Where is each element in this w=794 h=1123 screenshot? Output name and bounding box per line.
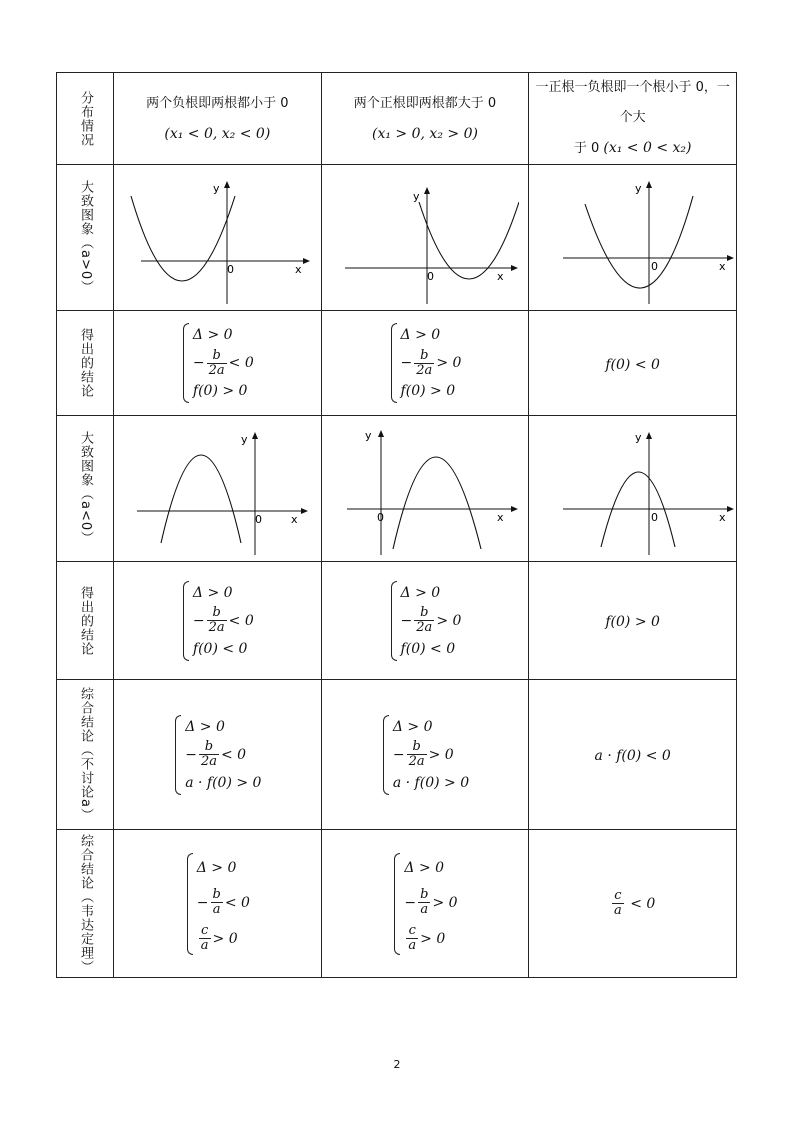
vieta-cell xyxy=(321,830,529,978)
relation: > 0 xyxy=(436,355,462,371)
numerator: b xyxy=(212,887,221,902)
origin-label: 0 xyxy=(376,510,384,524)
y-axis-label: y xyxy=(635,430,642,444)
header-text-2 xyxy=(529,133,736,164)
parabola-curve xyxy=(161,455,241,543)
graph-downward-parabola-opposite-roots xyxy=(529,417,759,557)
denominator: a xyxy=(420,902,429,917)
parabola-curve xyxy=(585,196,693,288)
vieta-cell xyxy=(529,830,737,978)
roots-distribution-table xyxy=(56,72,737,978)
row-label-combined: 综合结论（不讨论a） xyxy=(78,687,93,822)
denominator: 2a xyxy=(416,362,433,378)
row-label-vieta: 综合结论（韦达定理） xyxy=(78,833,93,974)
combined-row xyxy=(57,680,737,830)
fraction-b-over-2a xyxy=(207,606,227,635)
origin-label: 0 xyxy=(255,512,263,526)
fraction-c-over-a xyxy=(406,924,418,953)
minus-sign: − xyxy=(400,612,413,629)
y-axis-label: y xyxy=(241,432,248,446)
row-label-cell xyxy=(57,562,114,680)
fraction-b-over-2a xyxy=(414,606,434,635)
condition-af0: a · f(0) > 0 xyxy=(185,774,262,791)
inequality-system xyxy=(173,713,261,797)
header-math: (x₁ < 0, x₂ < 0) xyxy=(164,125,271,142)
condition-delta: Δ > 0 xyxy=(192,584,233,601)
row-label-cell xyxy=(57,165,114,311)
graph-cell xyxy=(529,416,737,562)
page-number: 2 xyxy=(393,1058,401,1071)
denominator: 2a xyxy=(408,754,425,769)
condition-delta: Δ > 0 xyxy=(192,327,233,343)
inequality-system xyxy=(392,851,457,957)
origin-label: 0 xyxy=(651,259,659,273)
condition-f0: f(0) > 0 xyxy=(192,383,248,399)
inequality-system xyxy=(181,579,254,663)
graph-row-a-negative xyxy=(57,416,737,562)
condition-delta: Δ > 0 xyxy=(196,859,237,876)
inequality-system xyxy=(381,713,469,797)
x-axis-label: x xyxy=(496,269,504,283)
inequality-system xyxy=(181,321,254,405)
numerator: c xyxy=(200,923,209,938)
conclusion-row-a-negative xyxy=(57,562,737,680)
x-axis-label: x xyxy=(719,259,726,273)
fraction-c-over-a xyxy=(199,924,211,953)
relation: > 0 xyxy=(428,746,454,763)
condition-delta: Δ > 0 xyxy=(185,718,225,735)
denominator: a xyxy=(408,938,417,953)
header-text-cont: 于 0 xyxy=(573,141,600,156)
relation: > 0 xyxy=(420,930,446,947)
vieta-row xyxy=(57,830,737,978)
condition-product xyxy=(197,921,250,957)
row-label-cell xyxy=(57,416,114,562)
header-cell-two-negative xyxy=(114,73,322,165)
parabola-curve xyxy=(393,457,481,549)
minus-sign: − xyxy=(185,746,197,763)
numerator: b xyxy=(420,605,429,620)
graph-downward-parabola-two-negative-roots xyxy=(123,417,311,557)
relation: > 0 xyxy=(436,612,462,629)
fraction-b-over-a xyxy=(418,888,430,917)
conclusion-row-a-positive xyxy=(57,311,737,416)
row-label-conclusion: 得出的结论 xyxy=(78,328,93,398)
parabola-curve xyxy=(131,196,235,281)
condition-vertex xyxy=(193,607,254,635)
numerator: c xyxy=(614,888,622,903)
condition-delta: Δ > 0 xyxy=(400,327,441,343)
condition-f0: f(0) < 0 xyxy=(605,356,660,373)
condition-af0: a · f(0) < 0 xyxy=(594,748,671,764)
relation: < 0 xyxy=(228,612,254,629)
condition-product xyxy=(404,921,457,957)
condition-vertex xyxy=(193,349,254,377)
row-label-cell xyxy=(57,311,114,416)
graph-cell xyxy=(529,165,737,311)
denominator: 2a xyxy=(200,754,217,769)
condition-f0: f(0) > 0 xyxy=(400,383,456,399)
inequality-system xyxy=(185,851,250,957)
denominator: 2a xyxy=(416,620,433,635)
combined-cell xyxy=(321,680,529,830)
conclusion-cell xyxy=(529,562,737,680)
minus-sign: − xyxy=(196,894,209,911)
condition-vertex xyxy=(401,607,462,635)
inequality-system xyxy=(389,579,462,663)
condition-vertex xyxy=(185,741,261,769)
graph-cell xyxy=(321,416,529,562)
header-math: (x₁ < 0 < x₂) xyxy=(603,140,692,156)
condition-delta: Δ > 0 xyxy=(392,718,433,735)
condition-af0: a · f(0) > 0 xyxy=(392,774,470,791)
y-axis-label: y xyxy=(635,181,642,195)
graph-row-a-positive xyxy=(57,165,737,311)
header-cell-two-positive xyxy=(321,73,529,165)
row-label-graph-a-pos: 大致图象（a>0） xyxy=(78,180,93,295)
conclusion-cell xyxy=(114,311,322,416)
origin-label: 0 xyxy=(227,262,235,276)
numerator: b xyxy=(420,347,429,363)
minus-sign: − xyxy=(192,612,205,629)
condition-sum xyxy=(197,885,250,921)
condition-product xyxy=(610,888,656,918)
conclusion-cell xyxy=(321,311,529,416)
graph-cell xyxy=(114,165,322,311)
relation: < 0 xyxy=(228,355,254,371)
numerator: b xyxy=(412,739,421,754)
fraction-b-over-a xyxy=(210,888,222,917)
relation: < 0 xyxy=(630,895,656,912)
x-axis-label: x xyxy=(295,262,302,276)
row-label-conclusion: 得出的结论 xyxy=(78,585,93,656)
denominator: a xyxy=(614,903,622,918)
y-axis-label: y xyxy=(412,189,420,203)
condition-vertex xyxy=(393,741,469,769)
fraction-b-over-2a xyxy=(207,349,227,378)
condition-f0: f(0) < 0 xyxy=(400,640,456,657)
condition-sum xyxy=(404,885,457,921)
x-axis-label: x xyxy=(719,510,726,524)
condition-vertex xyxy=(401,349,462,377)
numerator: b xyxy=(204,739,214,754)
vieta-cell xyxy=(114,830,322,978)
graph-downward-parabola-two-positive-roots xyxy=(331,417,519,557)
parabola-curve xyxy=(419,202,519,279)
graph-cell xyxy=(321,165,529,311)
combined-cell xyxy=(114,680,322,830)
inequality-system xyxy=(389,321,462,405)
condition-delta: Δ > 0 xyxy=(404,859,445,876)
header-cell-opposite-signs xyxy=(529,73,737,165)
conclusion-cell xyxy=(321,562,529,680)
conclusion-cell xyxy=(114,562,322,680)
relation: > 0 xyxy=(212,930,238,947)
relation: < 0 xyxy=(224,894,250,911)
header-text: 一正根一负根即一个根小于 0，一个大 xyxy=(535,80,730,125)
graph-upward-parabola-two-positive-roots xyxy=(331,166,519,306)
minus-sign: − xyxy=(400,355,413,371)
row-label-graph-a-neg: 大致图象（a<0） xyxy=(78,431,93,546)
condition-f0: f(0) < 0 xyxy=(192,640,248,657)
graph-upward-parabola-two-negative-roots xyxy=(123,166,311,306)
numerator: b xyxy=(212,347,221,363)
fraction-b-over-2a xyxy=(407,740,427,769)
relation: > 0 xyxy=(432,894,458,911)
header-math: (x₁ > 0, x₂ > 0) xyxy=(372,125,478,142)
conclusion-cell xyxy=(529,311,737,416)
row-label-cell xyxy=(57,830,114,978)
relation: < 0 xyxy=(220,746,247,763)
numerator: c xyxy=(408,923,416,938)
row-label-distribution: 分布情况 xyxy=(78,90,93,147)
header-text: 两个负根即两根都小于 0 xyxy=(146,95,289,111)
minus-sign: − xyxy=(192,355,205,371)
origin-label: 0 xyxy=(426,269,434,283)
denominator: 2a xyxy=(208,362,225,378)
y-axis-label: y xyxy=(213,181,220,195)
denominator: a xyxy=(212,902,221,917)
y-axis-label: y xyxy=(364,428,372,442)
row-label-cell xyxy=(57,680,114,830)
header-row xyxy=(57,73,737,165)
minus-sign: − xyxy=(392,746,405,763)
fraction-c-over-a xyxy=(612,889,624,918)
condition-f0: f(0) > 0 xyxy=(605,614,660,630)
row-label-cell xyxy=(57,73,114,165)
combined-cell xyxy=(529,680,737,830)
numerator: b xyxy=(212,605,221,620)
condition-delta: Δ > 0 xyxy=(400,584,441,601)
origin-label: 0 xyxy=(651,510,659,524)
fraction-b-over-2a xyxy=(414,349,434,378)
graph-cell xyxy=(114,416,322,562)
header-text: 两个正根即两根都大于 0 xyxy=(353,95,497,111)
denominator: 2a xyxy=(208,620,225,635)
graph-upward-parabola-opposite-roots xyxy=(529,166,759,306)
fraction-b-over-2a xyxy=(199,740,219,769)
minus-sign: − xyxy=(404,894,417,911)
x-axis-label: x xyxy=(496,510,504,524)
x-axis-label: x xyxy=(291,512,298,526)
denominator: a xyxy=(200,938,209,953)
numerator: b xyxy=(420,887,429,902)
